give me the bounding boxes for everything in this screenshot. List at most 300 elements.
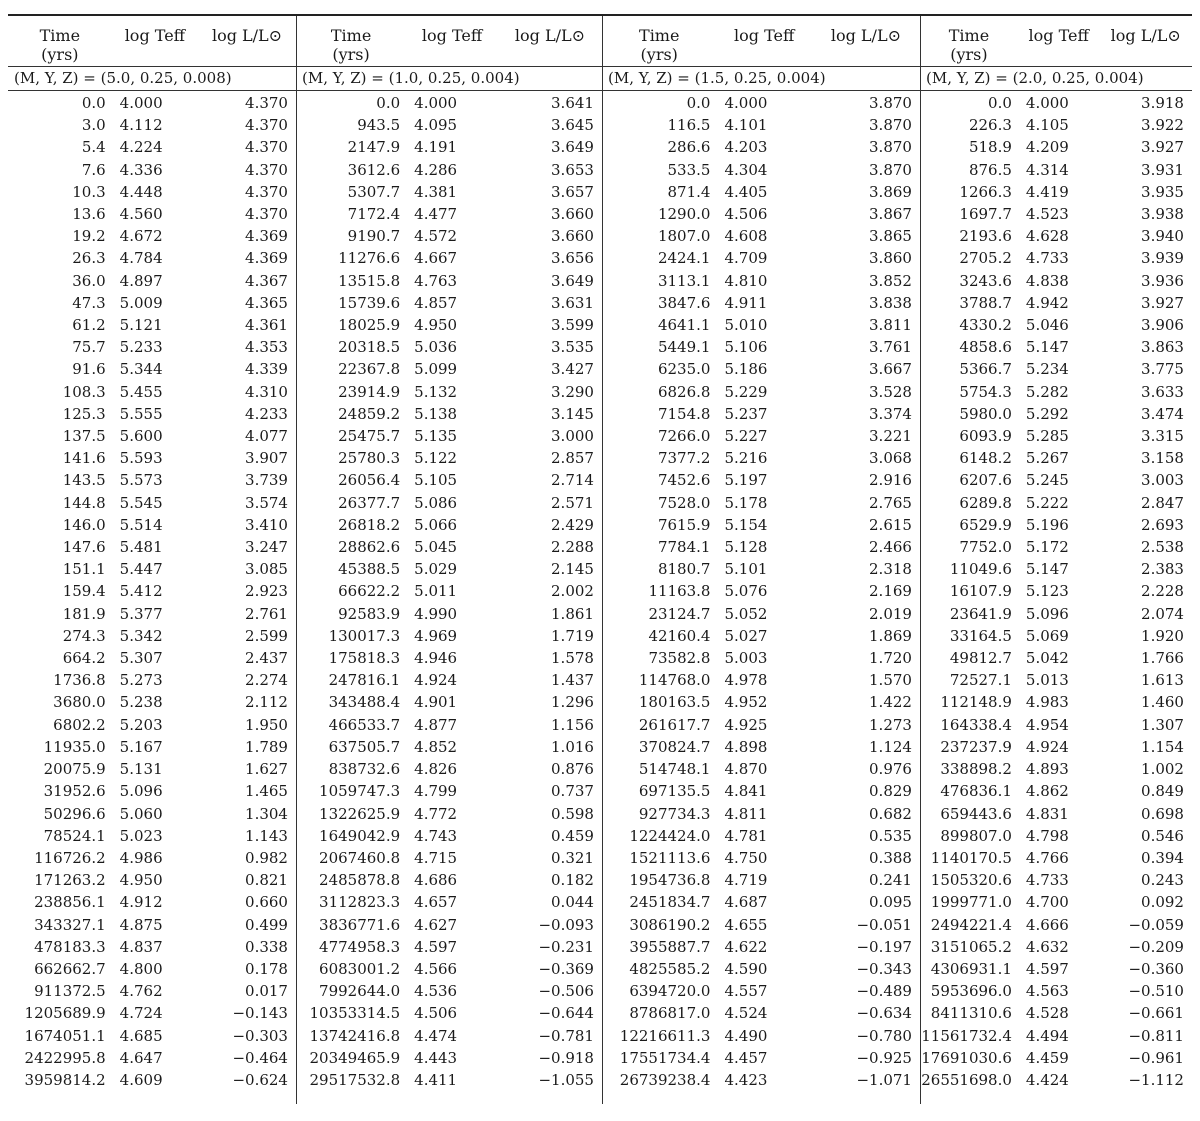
luminosity-cell: −0.661 (1128, 1004, 1184, 1023)
table-row (602, 803, 920, 825)
table-row (920, 669, 1192, 691)
luminosity-cell: 3.935 (1141, 182, 1184, 201)
luminosity-cell: 1.465 (245, 782, 288, 801)
luminosity-cell: 1.143 (245, 826, 288, 845)
table-row (602, 225, 920, 247)
table-row (296, 225, 602, 247)
time-cell: 7172.4 (347, 205, 401, 224)
luminosity-cell: 1.422 (869, 693, 912, 712)
luminosity-cell: −0.093 (538, 915, 594, 934)
time-header-label: Time (639, 26, 680, 45)
table-row (8, 1002, 296, 1024)
luminosity-cell: 3.631 (551, 293, 594, 312)
teff-cell: 5.196 (1025, 515, 1069, 534)
time-cell: 1059747.3 (319, 782, 401, 801)
luminosity-cell: 2.429 (551, 515, 594, 534)
time-cell: 151.1 (62, 560, 106, 579)
teff-cell: 5.222 (1025, 493, 1069, 512)
luminosity-cell: 0.095 (869, 893, 912, 912)
time-cell: 31952.6 (43, 782, 106, 801)
luminosity-cell: 3.649 (551, 271, 594, 290)
luminosity-cell: 2.074 (1141, 604, 1184, 623)
teff-cell: 5.267 (1025, 449, 1069, 468)
time-cell: 146.0 (62, 515, 106, 534)
time-header (296, 16, 406, 66)
teff-cell: 4.877 (414, 715, 458, 734)
time-cell: 6235.0 (657, 360, 711, 379)
time-cell: 6207.6 (959, 471, 1012, 490)
teff-cell: 4.762 (119, 982, 163, 1001)
time-cell: 91.6 (72, 360, 106, 379)
time-cell: 3680.0 (53, 693, 106, 712)
teff-cell: 5.178 (724, 493, 768, 512)
luminosity-cell: 2.847 (1141, 493, 1184, 512)
table-row (296, 425, 602, 447)
table-row (8, 958, 296, 980)
table-row (296, 92, 602, 114)
teff-cell: 5.123 (1025, 582, 1069, 601)
teff-cell: 4.477 (414, 205, 458, 224)
luminosity-cell: 1.304 (245, 804, 288, 823)
luminosity-cell: −0.624 (232, 1070, 288, 1089)
luminosity-cell: −1.071 (856, 1070, 912, 1089)
time-header-label: Time (39, 26, 81, 45)
table-row (602, 647, 920, 669)
table-row (920, 736, 1192, 758)
table-row (296, 469, 602, 491)
time-cell: 3112823.3 (319, 893, 401, 912)
table-row (920, 758, 1192, 780)
time-cell: 42160.4 (648, 626, 711, 645)
luminosity-cell: 0.737 (551, 782, 594, 801)
table-row (920, 603, 1192, 625)
luminosity-cell: 0.182 (551, 871, 594, 890)
luminosity-cell: 3.870 (869, 94, 912, 112)
luminosity-cell: 3.660 (551, 205, 594, 224)
time-cell: 659443.6 (940, 804, 1012, 823)
time-cell: 92583.9 (338, 604, 401, 623)
time-cell: 1674051.1 (24, 1026, 106, 1045)
luminosity-cell: 3.761 (869, 338, 912, 357)
table-row (296, 580, 602, 602)
table-row (296, 247, 602, 269)
teff-cell: 4.852 (414, 737, 458, 756)
luminosity-cell: 0.459 (551, 826, 594, 845)
luminosity-cell: 3.927 (1141, 293, 1184, 312)
teff-cell: 5.101 (724, 560, 768, 579)
luminosity-cell: 3.474 (1141, 404, 1184, 423)
teff-cell: 5.096 (119, 782, 163, 801)
time-cell: 6083001.2 (319, 959, 401, 978)
table-row (920, 980, 1192, 1002)
time-unit-label: (yrs) (41, 45, 79, 64)
teff-cell: 4.632 (1025, 937, 1069, 956)
luminosity-cell: 3.940 (1141, 227, 1184, 246)
luminosity-cell: 3.427 (551, 360, 594, 379)
time-cell: 66622.2 (338, 582, 401, 601)
time-cell: 17551734.4 (619, 1048, 711, 1067)
teff-cell: 5.086 (414, 493, 458, 512)
teff-cell: 4.686 (414, 871, 458, 890)
table-row (602, 625, 920, 647)
table-row (8, 159, 296, 181)
teff-cell: 4.628 (1025, 227, 1069, 246)
luminosity-cell: 0.092 (1141, 893, 1184, 912)
table-row (920, 714, 1192, 736)
time-cell: 10353314.5 (309, 1004, 401, 1023)
luminosity-header: log L/L⊙ (211, 26, 283, 45)
table-row (920, 691, 1192, 713)
luminosity-cell: 0.321 (551, 848, 594, 867)
teff-cell: 5.197 (724, 471, 768, 490)
teff-cell: 5.003 (724, 649, 768, 668)
time-header-label: Time (948, 26, 990, 45)
teff-cell: 4.657 (414, 893, 458, 912)
time-cell: 20349465.9 (309, 1048, 401, 1067)
time-cell: 2193.6 (959, 227, 1012, 246)
time-cell: 7.6 (81, 160, 106, 179)
table-row (8, 425, 296, 447)
table-row (8, 758, 296, 780)
time-cell: 28862.6 (338, 538, 401, 557)
time-cell: 7154.8 (657, 404, 711, 423)
table-row (602, 691, 920, 713)
time-cell: 338898.2 (940, 760, 1012, 779)
teff-cell: 4.655 (724, 915, 768, 934)
luminosity-cell: 1.570 (869, 671, 912, 690)
table-row (920, 580, 1192, 602)
teff-cell: 5.167 (119, 737, 163, 756)
teff-cell: 5.060 (119, 804, 163, 823)
time-cell: 5366.7 (959, 360, 1012, 379)
teff-cell: 4.336 (119, 160, 163, 179)
time-cell: 26818.2 (338, 515, 401, 534)
luminosity-cell: 3.869 (869, 182, 912, 201)
luminosity-cell: 2.112 (245, 693, 288, 712)
table-row (920, 847, 1192, 869)
table-row (296, 980, 602, 1002)
table-row (920, 425, 1192, 447)
luminosity-cell: 3.907 (245, 449, 288, 468)
time-cell: 112148.9 (940, 693, 1012, 712)
time-cell: 108.3 (62, 382, 106, 401)
table-row (8, 869, 296, 891)
table-row (920, 447, 1192, 469)
luminosity-cell: 3.633 (1141, 382, 1184, 401)
table-row (296, 136, 602, 158)
teff-cell: 5.138 (414, 404, 458, 423)
luminosity-cell: 3.936 (1141, 271, 1184, 290)
time-cell: 11163.8 (648, 582, 711, 601)
time-cell: 533.5 (667, 160, 711, 179)
time-cell: 29517532.8 (309, 1070, 401, 1089)
teff-cell: 4.837 (119, 937, 163, 956)
luminosity-cell: 0.044 (551, 893, 594, 912)
time-cell: 9190.7 (347, 227, 401, 246)
time-cell: 518.9 (968, 138, 1012, 157)
teff-cell: 5.273 (119, 671, 163, 690)
table-row (296, 1047, 602, 1069)
table-row (296, 1002, 602, 1024)
luminosity-cell: 3.528 (869, 382, 912, 401)
luminosity-cell: 4.310 (245, 382, 288, 401)
luminosity-cell: 3.657 (551, 182, 594, 201)
table-row (8, 714, 296, 736)
teff-cell: 4.506 (724, 205, 768, 224)
time-cell: 11561732.4 (921, 1026, 1012, 1045)
time-cell: 1290.0 (657, 205, 711, 224)
luminosity-cell: −0.051 (856, 915, 912, 934)
table-row (296, 869, 602, 891)
time-cell: 78524.1 (43, 826, 106, 845)
table-row (602, 780, 920, 802)
luminosity-cell: 2.437 (245, 649, 288, 668)
teff-cell: 4.950 (119, 871, 163, 890)
time-cell: 514748.1 (638, 760, 711, 779)
luminosity-cell: −0.506 (538, 982, 594, 1001)
table-row (602, 1069, 920, 1091)
table-row (8, 181, 296, 203)
luminosity-cell: 3.599 (551, 316, 594, 335)
table-row (296, 958, 602, 980)
table-row (8, 603, 296, 625)
teff-cell: 4.572 (414, 227, 458, 246)
luminosity-cell: 1.920 (1141, 626, 1184, 645)
luminosity-cell: 1.578 (551, 649, 594, 668)
time-cell: 6802.2 (53, 715, 106, 734)
luminosity-cell: 1.950 (245, 715, 288, 734)
table-row (296, 536, 602, 558)
time-cell: 7784.1 (657, 538, 711, 557)
column-headers (920, 16, 1192, 67)
model-parameters: (M, Y, Z) = (5.0, 0.25, 0.008) (8, 67, 296, 91)
teff-cell: 5.009 (119, 293, 163, 312)
table-row (602, 469, 920, 491)
luminosity-cell: 1.016 (551, 737, 594, 756)
luminosity-cell: −0.464 (232, 1048, 288, 1067)
teff-cell: 4.911 (724, 293, 768, 312)
time-cell: 7377.2 (657, 449, 711, 468)
teff-cell: 5.147 (1025, 560, 1069, 579)
teff-cell: 5.010 (724, 316, 768, 335)
table-row (296, 492, 602, 514)
luminosity-cell: 3.865 (869, 227, 912, 246)
table-row (8, 580, 296, 602)
teff-cell: 4.557 (724, 982, 768, 1001)
table-row (602, 136, 920, 158)
teff-cell: 5.128 (724, 538, 768, 557)
table-row (602, 159, 920, 181)
time-cell: 7752.0 (959, 538, 1012, 557)
luminosity-cell: 3.158 (1141, 449, 1184, 468)
teff-cell: 5.545 (119, 493, 163, 512)
teff-cell: 4.733 (1025, 249, 1069, 268)
time-unit-label: (yrs) (950, 45, 988, 64)
teff-cell: 4.597 (1025, 959, 1069, 978)
teff-cell: 5.342 (119, 626, 163, 645)
time-cell: 1521113.6 (629, 848, 711, 867)
table-block-2 (296, 16, 603, 1104)
table-row (296, 558, 602, 580)
teff-cell: 5.011 (414, 582, 458, 601)
luminosity-header: log L/L⊙ (1110, 26, 1181, 45)
time-cell: 286.6 (667, 138, 711, 157)
table-row (8, 736, 296, 758)
table-row (8, 447, 296, 469)
luminosity-cell: 2.318 (869, 560, 912, 579)
teff-cell: 4.448 (119, 182, 163, 201)
luminosity-cell: 3.641 (551, 94, 594, 112)
table-row (602, 914, 920, 936)
luminosity-cell: −1.055 (538, 1070, 594, 1089)
luminosity-cell: 3.870 (869, 160, 912, 179)
luminosity-cell: 1.720 (869, 649, 912, 668)
teff-cell: 5.234 (1025, 360, 1069, 379)
table-row (920, 136, 1192, 158)
teff-cell: 4.709 (724, 249, 768, 268)
teff-cell: 5.514 (119, 515, 163, 534)
model-parameters: (M, Y, Z) = (2.0, 0.25, 0.004) (920, 67, 1192, 91)
luminosity-cell: 3.918 (1141, 94, 1184, 112)
teff-cell: 5.285 (1025, 427, 1069, 446)
table-row (920, 936, 1192, 958)
table-row (8, 381, 296, 403)
table-row (920, 314, 1192, 336)
table-row (602, 558, 920, 580)
time-cell: 478183.3 (34, 937, 106, 956)
teff-cell: 4.901 (414, 693, 458, 712)
teff-cell: 4.314 (1025, 160, 1069, 179)
luminosity-cell: 3.003 (1141, 471, 1184, 490)
luminosity-cell: 0.598 (551, 804, 594, 823)
teff-cell: 4.105 (1025, 116, 1069, 135)
teff-cell: 5.593 (119, 449, 163, 468)
time-cell: 3836771.6 (319, 915, 401, 934)
time-cell: 1736.8 (53, 671, 106, 690)
luminosity-header: log L/L⊙ (514, 26, 586, 45)
time-cell: 1807.0 (657, 227, 711, 246)
time-cell: 18025.9 (338, 316, 401, 335)
teff-cell: 4.566 (414, 959, 458, 978)
teff-cell: 5.122 (414, 449, 458, 468)
table-row (920, 1047, 1192, 1069)
table-rows (602, 91, 920, 1091)
luminosity-cell: −0.634 (856, 1004, 912, 1023)
table-row (296, 270, 602, 292)
teff-cell: 4.597 (414, 937, 458, 956)
table-row (602, 514, 920, 536)
luminosity-cell: 3.653 (551, 160, 594, 179)
time-cell: 23914.9 (338, 382, 401, 401)
luminosity-cell: 0.241 (869, 871, 912, 890)
time-cell: 61.2 (72, 316, 106, 335)
teff-cell: 4.224 (119, 138, 163, 157)
luminosity-cell: 0.535 (869, 826, 912, 845)
teff-cell: 5.052 (724, 604, 768, 623)
teff-cell: 4.857 (414, 293, 458, 312)
time-cell: 72527.1 (949, 671, 1012, 690)
table-row (296, 314, 602, 336)
table-row (8, 558, 296, 580)
time-cell: 237237.9 (940, 737, 1012, 756)
teff-cell: 5.131 (119, 760, 163, 779)
table-row (296, 181, 602, 203)
table-row (8, 225, 296, 247)
time-cell: 0.0 (81, 94, 106, 112)
time-cell: 871.4 (667, 182, 711, 201)
table-row (602, 869, 920, 891)
time-cell: 24859.2 (338, 404, 401, 423)
teff-cell: 5.455 (119, 382, 163, 401)
luminosity-cell: 3.649 (551, 138, 594, 157)
teff-cell: 4.724 (119, 1004, 163, 1023)
luminosity-cell: 0.821 (245, 871, 288, 890)
time-header (602, 16, 716, 66)
teff-cell: 4.506 (414, 1004, 458, 1023)
luminosity-cell: 2.288 (551, 538, 594, 557)
time-cell: 125.3 (62, 404, 106, 423)
time-cell: 0.0 (988, 94, 1012, 112)
luminosity-cell: 3.290 (551, 382, 594, 401)
luminosity-cell: −0.360 (1128, 959, 1184, 978)
table-row (602, 447, 920, 469)
luminosity-cell: 2.466 (869, 538, 912, 557)
table-row (602, 936, 920, 958)
time-cell: 1505320.6 (930, 871, 1012, 890)
model-parameters: (M, Y, Z) = (1.5, 0.25, 0.004) (602, 67, 920, 91)
luminosity-cell: 2.383 (1141, 560, 1184, 579)
teff-cell: 4.946 (414, 649, 458, 668)
luminosity-cell: −0.209 (1128, 937, 1184, 956)
luminosity-cell: 1.002 (1141, 760, 1184, 779)
column-headers (602, 16, 920, 67)
time-cell: 141.6 (62, 449, 106, 468)
teff-cell: 5.147 (1025, 338, 1069, 357)
teff-cell: 4.898 (724, 737, 768, 756)
luminosity-cell: 0.982 (245, 848, 288, 867)
luminosity-cell: 3.927 (1141, 138, 1184, 157)
table-row (8, 980, 296, 1002)
table-row (920, 336, 1192, 358)
teff-cell: 5.245 (1025, 471, 1069, 490)
luminosity-cell: 0.394 (1141, 848, 1184, 867)
luminosity-cell: 2.714 (551, 471, 594, 490)
teff-cell: 4.687 (724, 893, 768, 912)
luminosity-cell: 3.852 (869, 271, 912, 290)
table-row (920, 869, 1192, 891)
teff-cell: 5.203 (119, 715, 163, 734)
time-cell: 5449.1 (657, 338, 711, 357)
table-row (296, 669, 602, 691)
luminosity-cell: −0.644 (538, 1004, 594, 1023)
luminosity-cell: 1.296 (551, 693, 594, 712)
table-rows (296, 91, 602, 1091)
teff-cell: 4.969 (414, 626, 458, 645)
table-row (8, 536, 296, 558)
table-row (602, 292, 920, 314)
teff-cell: 4.715 (414, 848, 458, 867)
teff-cell: 4.719 (724, 871, 768, 890)
luminosity-cell: −0.231 (538, 937, 594, 956)
teff-cell: 4.798 (1025, 826, 1069, 845)
luminosity-cell: 0.660 (245, 893, 288, 912)
luminosity-cell: 4.370 (245, 205, 288, 224)
table-row (920, 1069, 1192, 1091)
luminosity-cell: 4.370 (245, 138, 288, 157)
time-cell: 23641.9 (949, 604, 1012, 623)
time-cell: 171263.2 (34, 871, 106, 890)
column-headers (8, 16, 296, 67)
